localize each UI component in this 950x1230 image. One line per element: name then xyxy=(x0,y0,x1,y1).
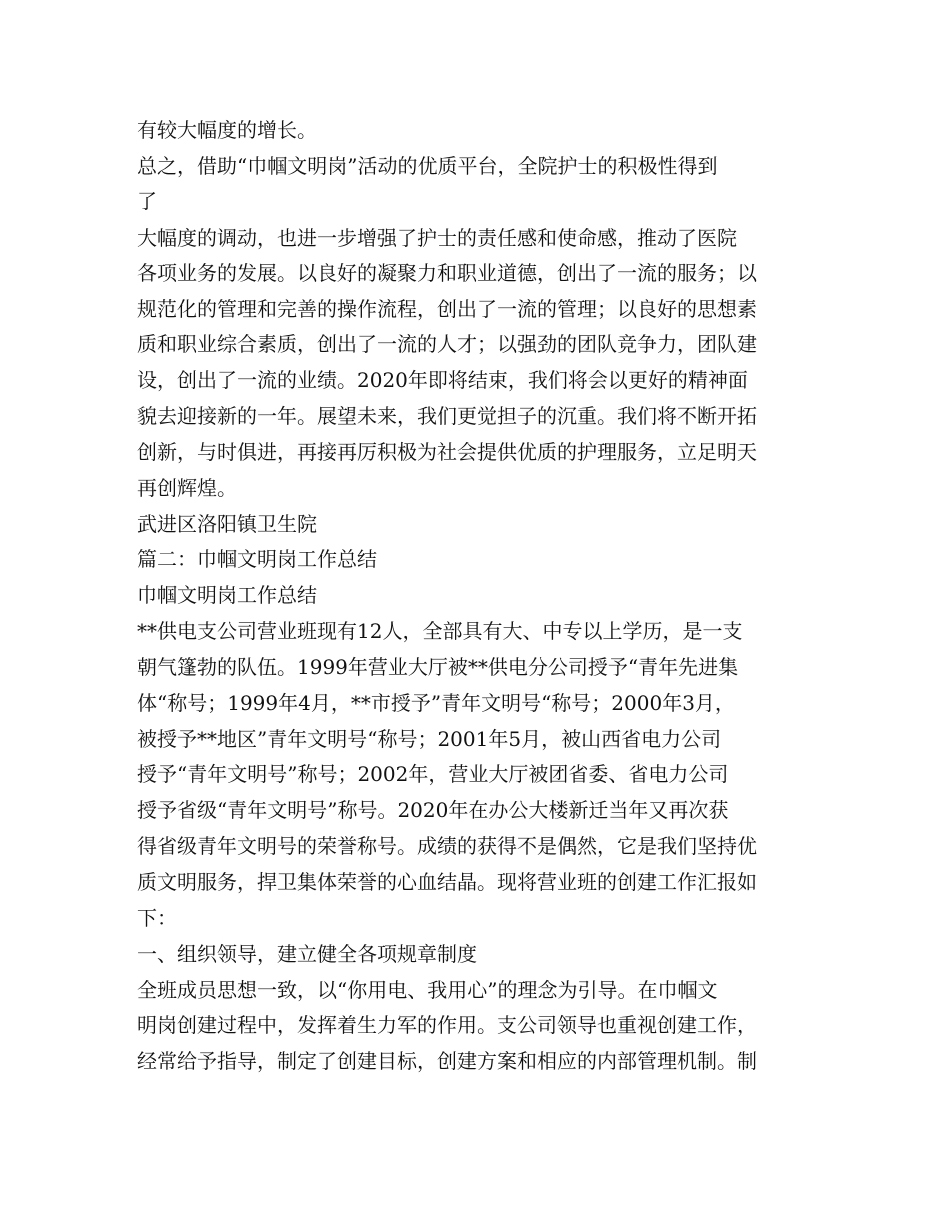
text-line: **供电支公司营业班现有12人，全部具有大、中专以上学历，是一支 xyxy=(137,619,743,643)
text-line: 明岗创建过程中，发挥着生力军的作用。支公司领导也重视创建工作， xyxy=(137,1013,757,1037)
text-line: 貌去迎接新的一年。展望未来，我们更觉担子的沉重。我们将不断开拓 xyxy=(137,404,757,428)
text-line: 设，创出了一流的业绩。2020年即将结束，我们将会以更好的精神面 xyxy=(137,368,748,392)
text-line: 再创辉煌。 xyxy=(137,476,237,500)
text-line: 质和职业综合素质，创出了一流的人才；以强劲的团队竞争力，团队建 xyxy=(137,332,757,356)
text-line: 得省级青年文明号的荣誉称号。成绩的获得不是偶然，它是我们坚持优 xyxy=(137,834,757,858)
text-line: 授予省级“青年文明号”称号。2020年在办公大楼新迁当年又再次获 xyxy=(137,798,729,822)
text-line: 大幅度的调动，也进一步增强了护士的责任感和使命感，推动了医院 xyxy=(137,226,737,250)
text-line: 体“称号；1999年4月，**市授予”青年文明号“称号；2000年3月， xyxy=(137,691,735,715)
text-line: 下： xyxy=(137,906,177,930)
section-heading: 篇二：巾帼文明岗工作总结 xyxy=(137,547,377,571)
text-line: 全班成员思想一致，以“你用电、我用心”的理念为引导。在巾帼文 xyxy=(137,978,718,1002)
text-line: 朝气篷勃的队伍。1999年营业大厅被**供电分公司授予“青年先进集 xyxy=(137,655,739,679)
subsection-heading: 一、组织领导，建立健全各项规章制度 xyxy=(137,942,477,966)
organization-signature: 武进区洛阳镇卫生院 xyxy=(137,512,317,536)
text-line: 总之，借助“巾帼文明岗”活动的优质平台，全院护士的积极性得到 xyxy=(137,154,718,178)
text-line: 了 xyxy=(137,189,157,213)
text-line: 规范化的管理和完善的操作流程，创出了一流的管理；以良好的思想素 xyxy=(137,297,757,321)
text-line: 被授予**地区”青年文明号“称号；2001年5月，被山西省电力公司 xyxy=(137,727,722,751)
text-line: 创新，与时俱进，再接再厉积极为社会提供优质的护理服务，立足明天 xyxy=(137,440,757,464)
text-line: 经常给予指导，制定了创建目标，创建方案和相应的内部管理机制。制 xyxy=(137,1049,757,1073)
text-line: 质文明服务，捍卫集体荣誉的心血结晶。现将营业班的创建工作汇报如 xyxy=(137,870,757,894)
text-line: 各项业务的发展。以良好的凝聚力和职业道德，创出了一流的服务；以 xyxy=(137,261,757,285)
document-title: 巾帼文明岗工作总结 xyxy=(137,583,317,607)
text-line: 授予“青年文明号”称号；2002年，营业大厅被团省委、省电力公司 xyxy=(137,762,729,786)
text-line: 有较大幅度的增长。 xyxy=(137,118,317,142)
